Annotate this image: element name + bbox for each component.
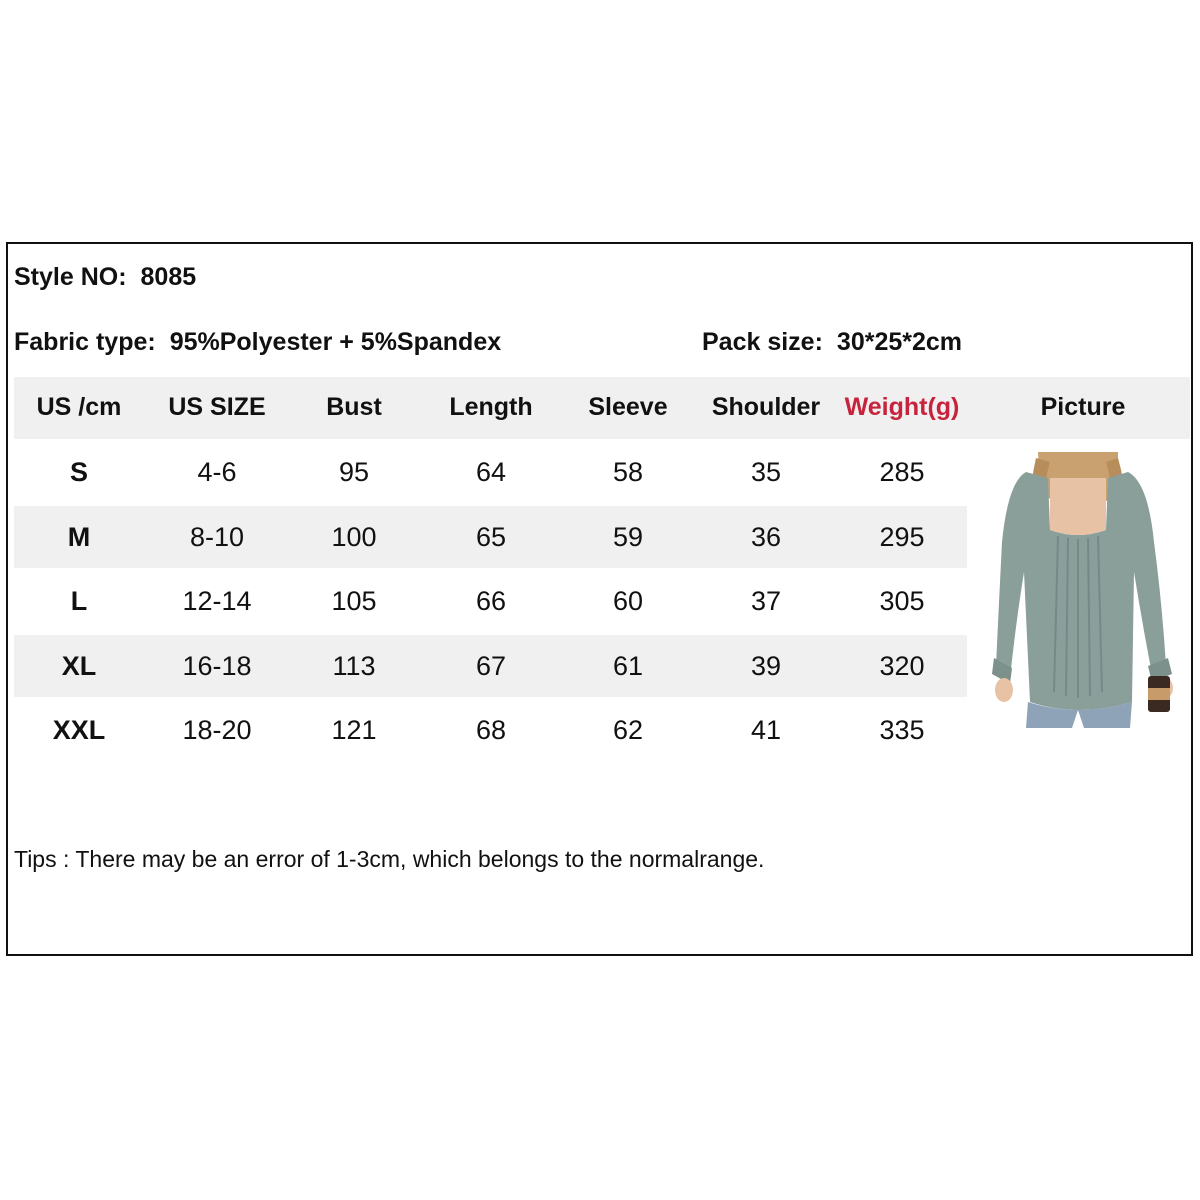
- table-cell: 62: [612, 715, 644, 745]
- pack-size: [702, 330, 962, 355]
- pack-size-value: 30*25*2cm: [836, 328, 963, 356]
- fabric-type: [14, 330, 501, 355]
- table-cell: 335: [879, 715, 925, 745]
- table-cell: 320: [879, 651, 925, 681]
- table-cell: 95: [338, 457, 370, 487]
- table-cell: 285: [879, 457, 925, 487]
- header-shoulder: Shoulder: [711, 393, 821, 421]
- header-us-cm: US /cm: [36, 393, 122, 421]
- table-cell: 41: [750, 715, 782, 745]
- table-cell: 8-10: [189, 522, 245, 552]
- header-length: Length: [449, 393, 533, 421]
- table-cell: 58: [612, 457, 644, 487]
- table-cell: 113: [332, 651, 376, 681]
- table-cell: 65: [475, 522, 507, 552]
- header-us-size: US SIZE: [168, 393, 266, 421]
- table-cell: M: [67, 522, 91, 552]
- table-cell: 18-20: [182, 715, 252, 745]
- tips-note: Tips : There may be an error of 1-3cm, which belongs to the normalrange.: [14, 846, 765, 872]
- table-cell: 39: [750, 651, 782, 681]
- style-number-value: 8085: [140, 263, 197, 291]
- table-cell: 35: [750, 457, 782, 487]
- table-cell: 68: [475, 715, 507, 745]
- table-cell: 61: [612, 651, 644, 681]
- table-cell: XL: [61, 651, 97, 681]
- pack-size-label: Pack size:: [702, 328, 823, 356]
- table-cell: 36: [750, 522, 782, 552]
- table-cell: 12-14: [182, 586, 252, 616]
- style-number-label: Style NO:: [14, 263, 127, 291]
- table-cell: L: [70, 586, 88, 616]
- table-cell: 66: [475, 586, 507, 616]
- header-picture: Picture: [1040, 393, 1126, 421]
- table-cell: S: [69, 457, 88, 487]
- table-cell: XXL: [52, 715, 106, 745]
- table-cell: 100: [331, 522, 377, 552]
- table-cell: 67: [475, 651, 507, 681]
- table-cell: 4-6: [197, 457, 237, 487]
- table-cell: 305: [879, 586, 925, 616]
- table-cell: 16-18: [182, 651, 252, 681]
- size-chart-frame: [6, 242, 1193, 956]
- table-cell: 121: [331, 715, 377, 745]
- header-weight: Weight(g): [844, 393, 960, 421]
- table-cell: 64: [475, 457, 507, 487]
- product-picture: [968, 452, 1186, 728]
- fabric-type-label: Fabric type:: [14, 328, 156, 356]
- style-number: [14, 265, 196, 290]
- table-cell: 105: [331, 586, 377, 616]
- fabric-type-value: 95%Polyester + 5%Spandex: [169, 328, 502, 356]
- blouse-illustration: [968, 452, 1186, 728]
- table-cell: 37: [750, 586, 782, 616]
- table-cell: 59: [612, 522, 644, 552]
- table-cell: 60: [612, 586, 644, 616]
- table-cell: 295: [879, 522, 925, 552]
- header-sleeve: Sleeve: [588, 393, 668, 421]
- header-bust: Bust: [326, 393, 382, 421]
